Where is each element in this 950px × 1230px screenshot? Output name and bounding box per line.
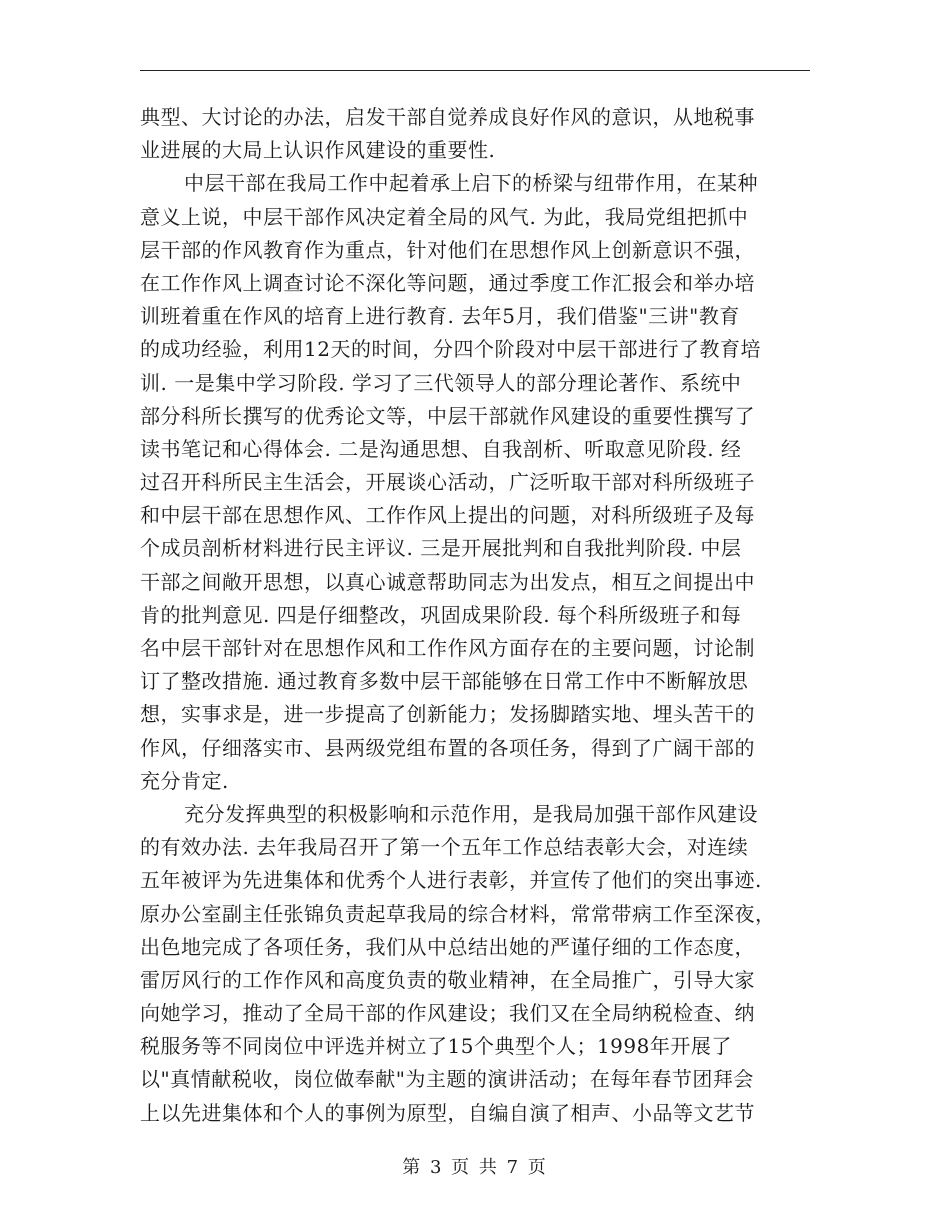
- text-line: 个成员剖析材料进行民主评议. 三是开展批判和自我批判阶段. 中层: [140, 536, 742, 561]
- text-line: 训班着重在作风的培育上进行教育. 去年5月，我们借鉴"三讲"教育: [140, 304, 740, 329]
- header-rule: [140, 70, 810, 71]
- text-line: 和中层干部在思想作风、工作作风上提出的问题，对科所级班子及每: [140, 503, 755, 528]
- page-number-footer: 第 3 页 共 7 页: [402, 1157, 548, 1178]
- text-line: 肯的批判意见. 四是仔细整改，巩固成果阶段. 每个科所级班子和每: [140, 602, 742, 627]
- text-line: 过召开科所民主生活会，开展谈心活动，广泛听取干部对科所级班子: [140, 470, 755, 495]
- text-line: 充分肯定.: [140, 768, 229, 793]
- text-line: 想，实事求是，进一步提高了创新能力；发扬脚踏实地、埋头苦干的: [140, 702, 755, 727]
- text-line: 五年被评为先进集体和优秀个人进行表彰，并宣传了他们的突出事迹.: [140, 868, 762, 893]
- text-line: 意义上说，中层干部作风决定着全局的风气. 为此，我局党组把抓中: [140, 204, 749, 229]
- text-line: 上以先进集体和个人的事例为原型，自编自演了相声、小品等文艺节: [140, 1100, 755, 1125]
- text-line: 税服务等不同岗位中评选并树立了15个典型个人；1998年开展了: [140, 1034, 732, 1059]
- text-line: 向她学习，推动了全局干部的作风建设；我们又在全局纳税检查、纳: [140, 1001, 755, 1026]
- text-line: 训. 一是集中学习阶段. 学习了三代领导人的部分理论著作、系统中: [140, 370, 742, 395]
- document-body: [140, 101, 810, 1130]
- text-line: 干部之间敞开思想，以真心诚意帮助同志为出发点，相互之间提出中: [140, 569, 755, 594]
- text-line: 雷厉风行的工作作风和高度负责的敬业精神，在全局推广，引导大家: [140, 967, 755, 992]
- text-line: 读书笔记和心得体会. 二是沟通思想、自我剖析、听取意见阶段. 经: [140, 436, 742, 461]
- text-line: 部分科所长撰写的优秀论文等，中层干部就作风建设的重要性撰写了: [140, 403, 755, 428]
- text-line: 的成功经验，利用12天的时间，分四个阶段对中层干部进行了教育培: [140, 337, 761, 362]
- text-line: 出色地完成了各项任务，我们从中总结出她的严谨仔细的工作态度，: [140, 934, 755, 959]
- text-line: 业进展的大局上认识作风建设的重要性.: [140, 138, 496, 163]
- text-line: 中层干部在我局工作中起着承上启下的桥梁与纽带作用，在某种: [184, 171, 758, 196]
- text-line: 订了整改措施. 通过教育多数中层干部能够在日常工作中不断解放思: [140, 669, 749, 694]
- text-line: 典型、大讨论的办法，启发干部自觉养成良好作风的意识，从地税事: [140, 105, 755, 129]
- text-line: 作风，仔细落实市、县两级党组布置的各项任务，得到了广阔干部的: [140, 735, 755, 760]
- text-line: 层干部的作风教育作为重点，针对他们在思想作风上创新意识不强，: [140, 237, 755, 262]
- text-line: 以"真情献税收，岗位做奉献"为主题的演讲活动；在每年春节团拜会: [140, 1067, 754, 1092]
- text-line: 在工作作风上调查讨论不深化等问题，通过季度工作汇报会和举办培: [140, 270, 755, 295]
- text-line: 原办公室副主任张锦负责起草我局的综合材料，常常带病工作至深夜，: [140, 901, 776, 926]
- text-line: 的有效办法. 去年我局召开了第一个五年工作总结表彰大会，对连续: [140, 835, 749, 860]
- text-line: 名中层干部针对在思想作风和工作作风方面存在的主要问题，讨论制: [140, 636, 755, 660]
- text-line: 充分发挥典型的积极影响和示范作用，是我局加强干部作风建设: [184, 801, 758, 826]
